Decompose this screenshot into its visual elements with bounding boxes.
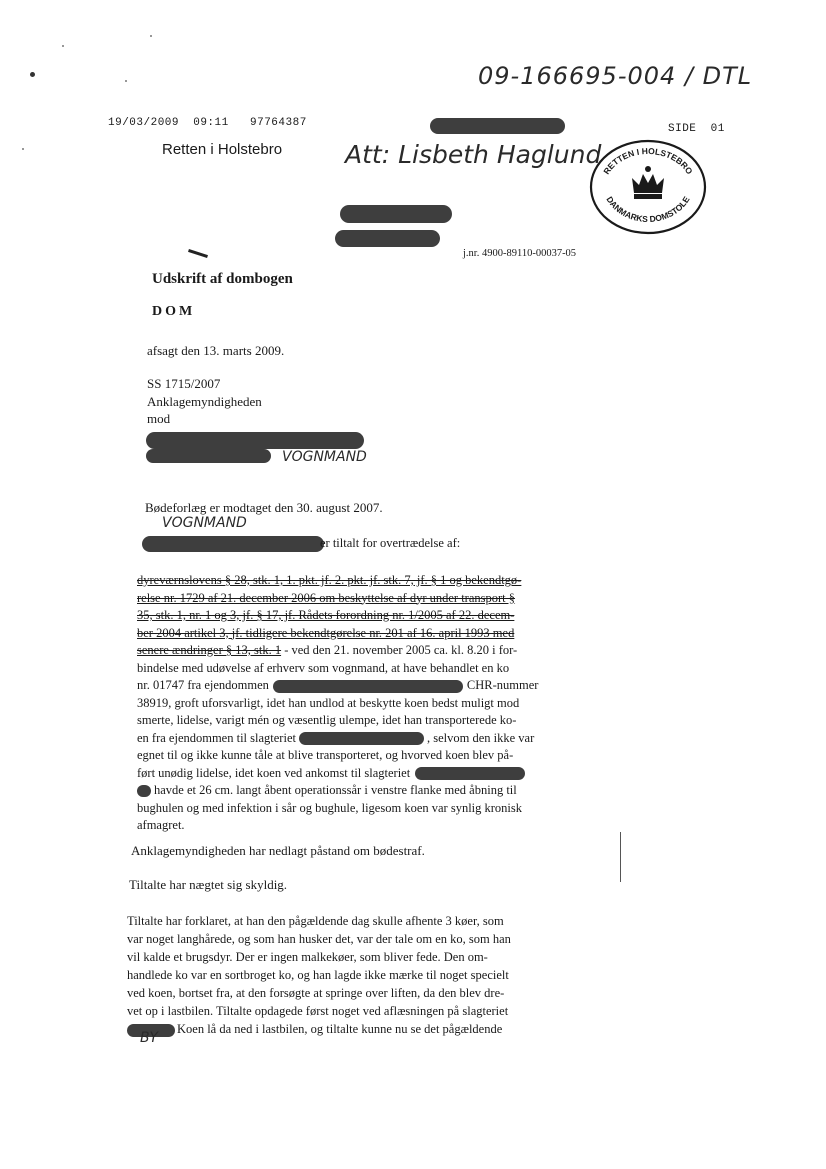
prosecuting-party: Anklagemyndigheden bbox=[147, 394, 262, 409]
charged-text: er tiltalt for overtrædelse af: bbox=[320, 536, 461, 550]
crown-icon bbox=[632, 166, 664, 199]
explanation-line: var noget langhårede, og som han husker det, var der tale om en ko, som han bbox=[127, 932, 511, 946]
pen-mark bbox=[188, 249, 208, 258]
redaction bbox=[273, 680, 463, 693]
charge-text: bindelse med udøvelse af erhverv som vognmand, at have behandlet en ko bbox=[137, 660, 510, 675]
charge-text: en fra ejendommen til slagteriet bbox=[137, 730, 296, 745]
stamp-top-text: RETTEN I HOLSTEBRO bbox=[601, 145, 695, 177]
charge-line: senere ændringer § 13, stk. 1 bbox=[137, 643, 282, 657]
scan-speck bbox=[62, 45, 64, 47]
fax-page-label: SIDE 01 bbox=[668, 123, 725, 135]
charge-text: afmagret. bbox=[137, 818, 185, 832]
charge-text: - ved den 21. november 2005 ca. kl. 8.20 i for- bbox=[281, 643, 518, 657]
redaction bbox=[146, 432, 364, 449]
charge-text: ført unødig lidelse, idet koen ved ankomst til slagteriet bbox=[137, 765, 411, 780]
charge-text: smerte, lidelse, varigt mén og væsentlig ulempe, idet han transporterede ko- bbox=[137, 713, 517, 727]
handwritten-attention: Att: Lisbeth Haglund bbox=[345, 140, 602, 169]
charge-paragraph bbox=[137, 572, 607, 835]
explanation-line: vil kalde et brugsdyr. Der er ingen malkekøer, som bliver fede. Den om- bbox=[127, 950, 488, 964]
redaction bbox=[142, 536, 324, 552]
fax-datetime: 19/03/2009 09:11 bbox=[108, 117, 229, 129]
issued-date: afsagt den 13. marts 2009. bbox=[147, 343, 285, 358]
versus-label: mod bbox=[147, 411, 171, 426]
handwritten-vognmand: VOGNMAND bbox=[162, 515, 247, 531]
charge-line: 35, stk. 1, nr. 1 og 3, jf. § 17, jf. Rådets forordning nr. 1/2005 af 22. decem- bbox=[137, 608, 515, 622]
charge-text: havde et 26 cm. langt åbent operationssår i venstre flanke med åbning til bbox=[154, 783, 517, 797]
plea-paragraph: Tiltalte har nægtet sig skyldig. bbox=[129, 877, 288, 892]
fax-number: 97764387 bbox=[250, 117, 307, 129]
explanation-line: Koen lå da ned i lastbilen, og tiltalte kunne nu se det pågældende bbox=[177, 1022, 503, 1036]
handwritten-case-reference: 09-166695-004 / DTL bbox=[478, 62, 753, 90]
scan-speck bbox=[150, 35, 152, 37]
charge-text: bughulen og med infektion i sår og bughule, ligesom koen var synlig kronisk bbox=[137, 800, 523, 815]
explanation-line: ved koen, bortset fra, at den forsøgte at springe over liften, da den blev dre- bbox=[127, 986, 505, 1000]
redaction bbox=[146, 449, 271, 463]
document-title: Udskrift af dombogen bbox=[152, 271, 293, 287]
court-stamp bbox=[588, 138, 708, 236]
stamp-bottom-text: DANMARKS DOMSTOLE bbox=[604, 194, 692, 225]
charge-text: CHR-nummer bbox=[466, 678, 539, 692]
charge-text: 38919, groft uforsvarligt, idet han undlod at beskytte koen bedst muligt mod bbox=[137, 695, 520, 710]
charge-line: ber 2004 artikel 3, jf. tidligere bekendtgørelse nr. 201 af 16. april 1993 med bbox=[137, 625, 515, 640]
explanation-line: Tiltalte har forklaret, at han den pågældende dag skulle afhente 3 køer, som bbox=[127, 914, 504, 928]
explanation-paragraph bbox=[127, 912, 597, 1038]
handwritten-initials: BY bbox=[140, 1030, 158, 1046]
journal-reference: j.nr. 4900-89110-00037-05 bbox=[463, 248, 577, 259]
court-name: Retten i Holstebro bbox=[162, 141, 283, 158]
redaction bbox=[335, 230, 440, 247]
redaction bbox=[340, 205, 452, 223]
document-type: DOM bbox=[152, 304, 196, 319]
handwritten-vognmand: VOGNMAND bbox=[282, 449, 367, 465]
scan-speck bbox=[125, 80, 127, 82]
redaction bbox=[299, 732, 424, 745]
charge-text: nr. 01747 fra ejendommen bbox=[137, 678, 269, 692]
charge-text: egnet til og ikke kunne tåle at blive transporteret, og hvorved koen blev på- bbox=[137, 748, 514, 762]
received-paragraph: Bødeforlæg er modtaget den 30. august 2007. bbox=[145, 500, 383, 515]
case-number: SS 1715/2007 bbox=[147, 376, 221, 391]
charge-line: dyreværnslovens § 28, stk. 1, 1. pkt. jf. 2. pkt. jf. stk. 7, jf. § 1 og bekendtgø- bbox=[137, 573, 522, 587]
redaction bbox=[137, 785, 151, 797]
margin-line bbox=[620, 832, 621, 882]
scan-speck bbox=[22, 148, 24, 150]
claim-paragraph: Anklagemyndigheden har nedlagt påstand om bødestraf. bbox=[131, 843, 425, 858]
explanation-line: vet op i lastbilen. Tiltalte opdagede først noget ved aflæsningen på slagteriet bbox=[127, 1004, 509, 1018]
explanation-line: handlede ko var en sortbroget ko, og han lagde ikke mærke til noget specielt bbox=[127, 968, 509, 982]
redaction bbox=[430, 118, 565, 134]
charge-line: relse nr. 1729 af 21. december 2006 om beskyttelse af dyr under transport § bbox=[137, 590, 516, 605]
scan-speck bbox=[30, 72, 35, 77]
redaction bbox=[415, 767, 525, 780]
charge-text: , selvom den ikke var bbox=[426, 730, 535, 745]
